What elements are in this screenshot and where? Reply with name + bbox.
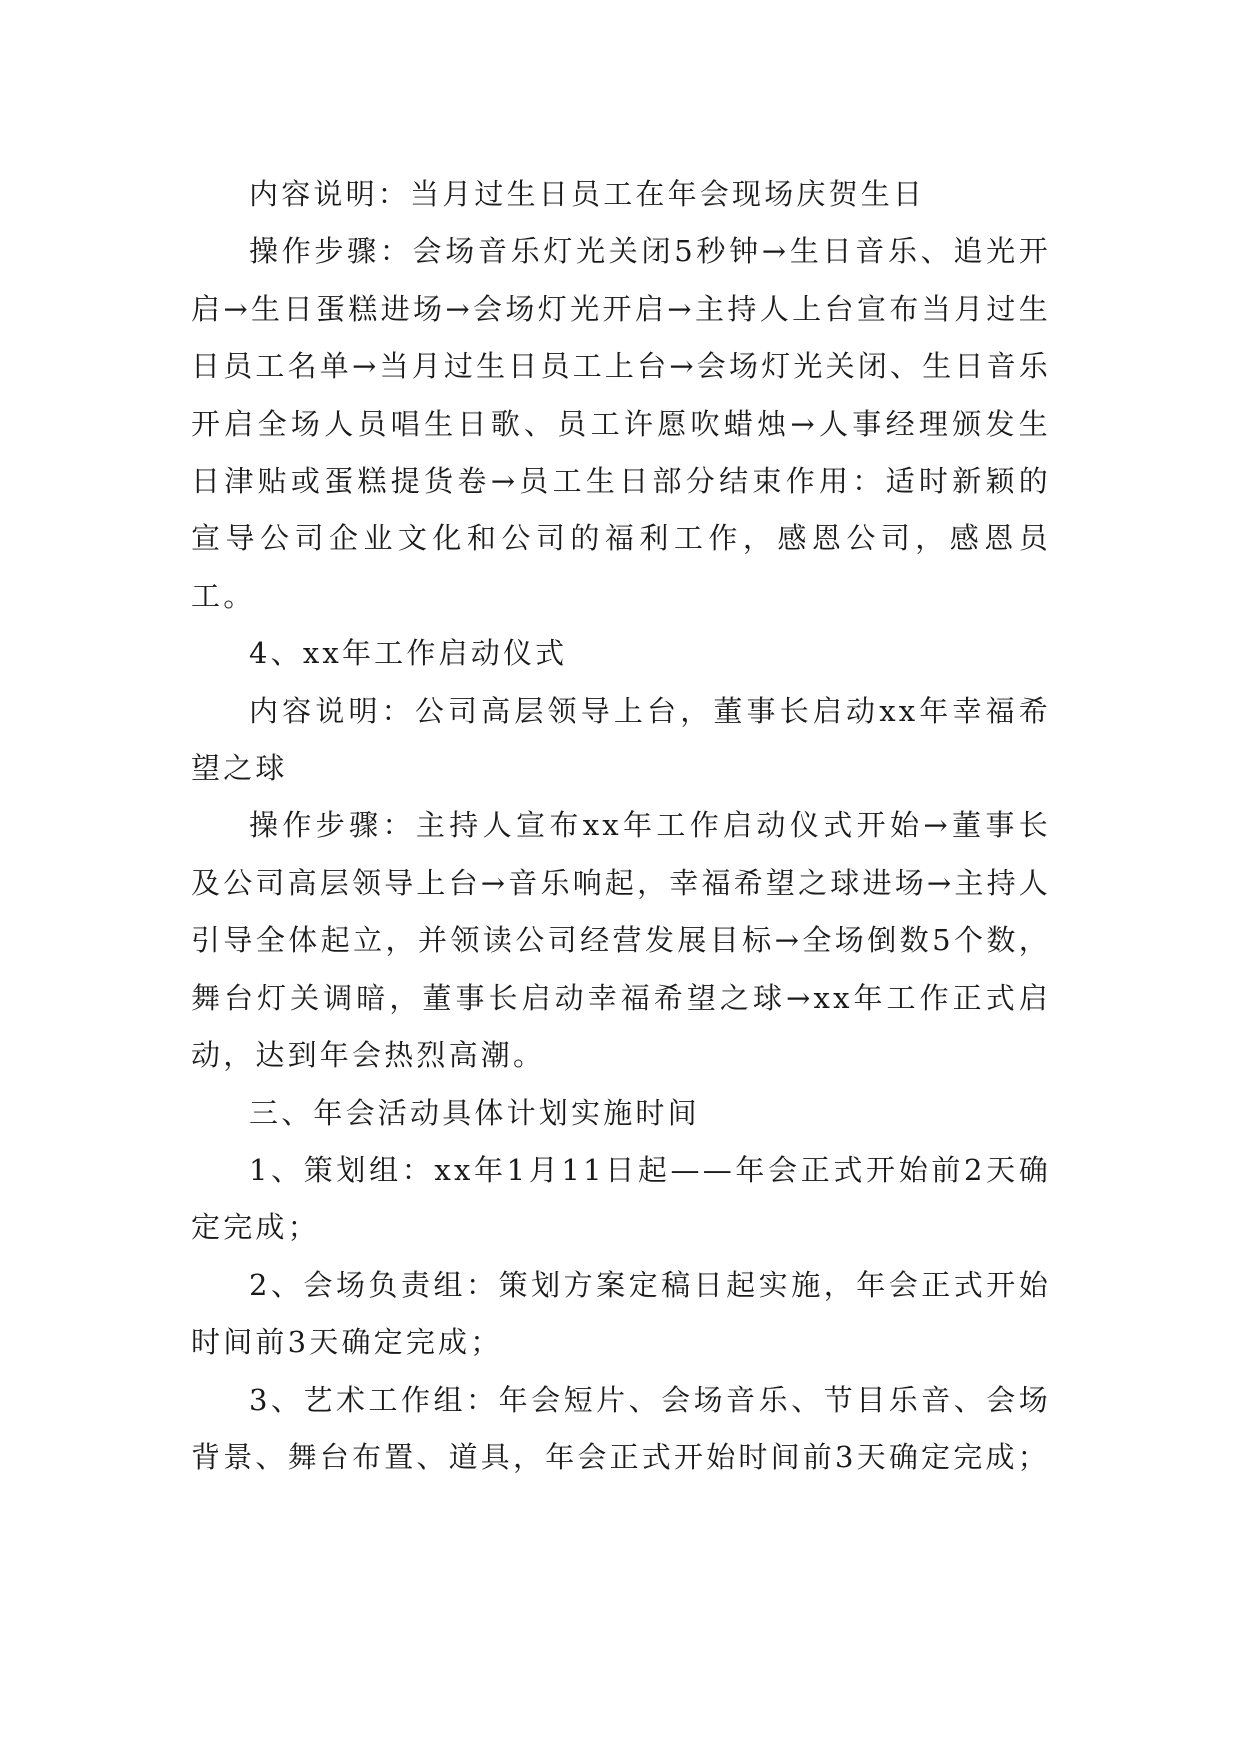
- paragraph-art-group: 3、艺术工作组：年会短片、会场音乐、节目乐音、会场背景、舞台布置、道具，年会正式开始时间前3天确定完成；: [191, 1382, 1051, 1474]
- paragraph-venue-group: 2、会场负责组：策划方案定稿日起实施，年会正式开始时间前3天确定完成；: [191, 1267, 1051, 1360]
- paragraph-launch-content: 内容说明：公司高层领导上台，董事长启动xx年幸福希望之球: [191, 693, 1051, 786]
- paragraph-planning-group: 1、策划组：xx年1月11日起——年会正式开始前2天确定完成；: [191, 1152, 1051, 1245]
- paragraph-launch-steps: 操作步骤：主持人宣布xx年工作启动仪式开始→董事长及公司高层领导上台→音乐响起，幸福希望之球进场→主持人引导全体起立，并领读公司经营发展目标→全场倒数5个数，舞台灯关调暗，董事长启动幸福希望之球→xx年工作正式启动，达到年会热烈高潮。: [191, 808, 1051, 1073]
- document-page: [191, 166, 1051, 1486]
- section-heading-launch-ceremony: 4、xx年工作启动仪式: [249, 636, 568, 671]
- paragraph-birthday-steps: 操作步骤：会场音乐灯光关闭5秒钟→生日音乐、追光开启→生日蛋糕进场→会场灯光开启→主持人上台宣布当月过生日员工名单→当月过生日员工上台→会场灯光关闭、生日音乐开启全场人员唱生日歌、员工许愿吹蜡烛→人事经理颁发生日津贴或蛋糕提货卷→员工生日部分结束作用：适时新颖的宣导公司企业文化和公司的福利工作，感恩公司，感恩员工。: [191, 234, 1051, 613]
- paragraph-birthday-content: 内容说明：当月过生日员工在年会现场庆贺生日: [249, 177, 926, 211]
- section-heading-schedule: 三、年会活动具体计划实施时间: [249, 1095, 700, 1130]
